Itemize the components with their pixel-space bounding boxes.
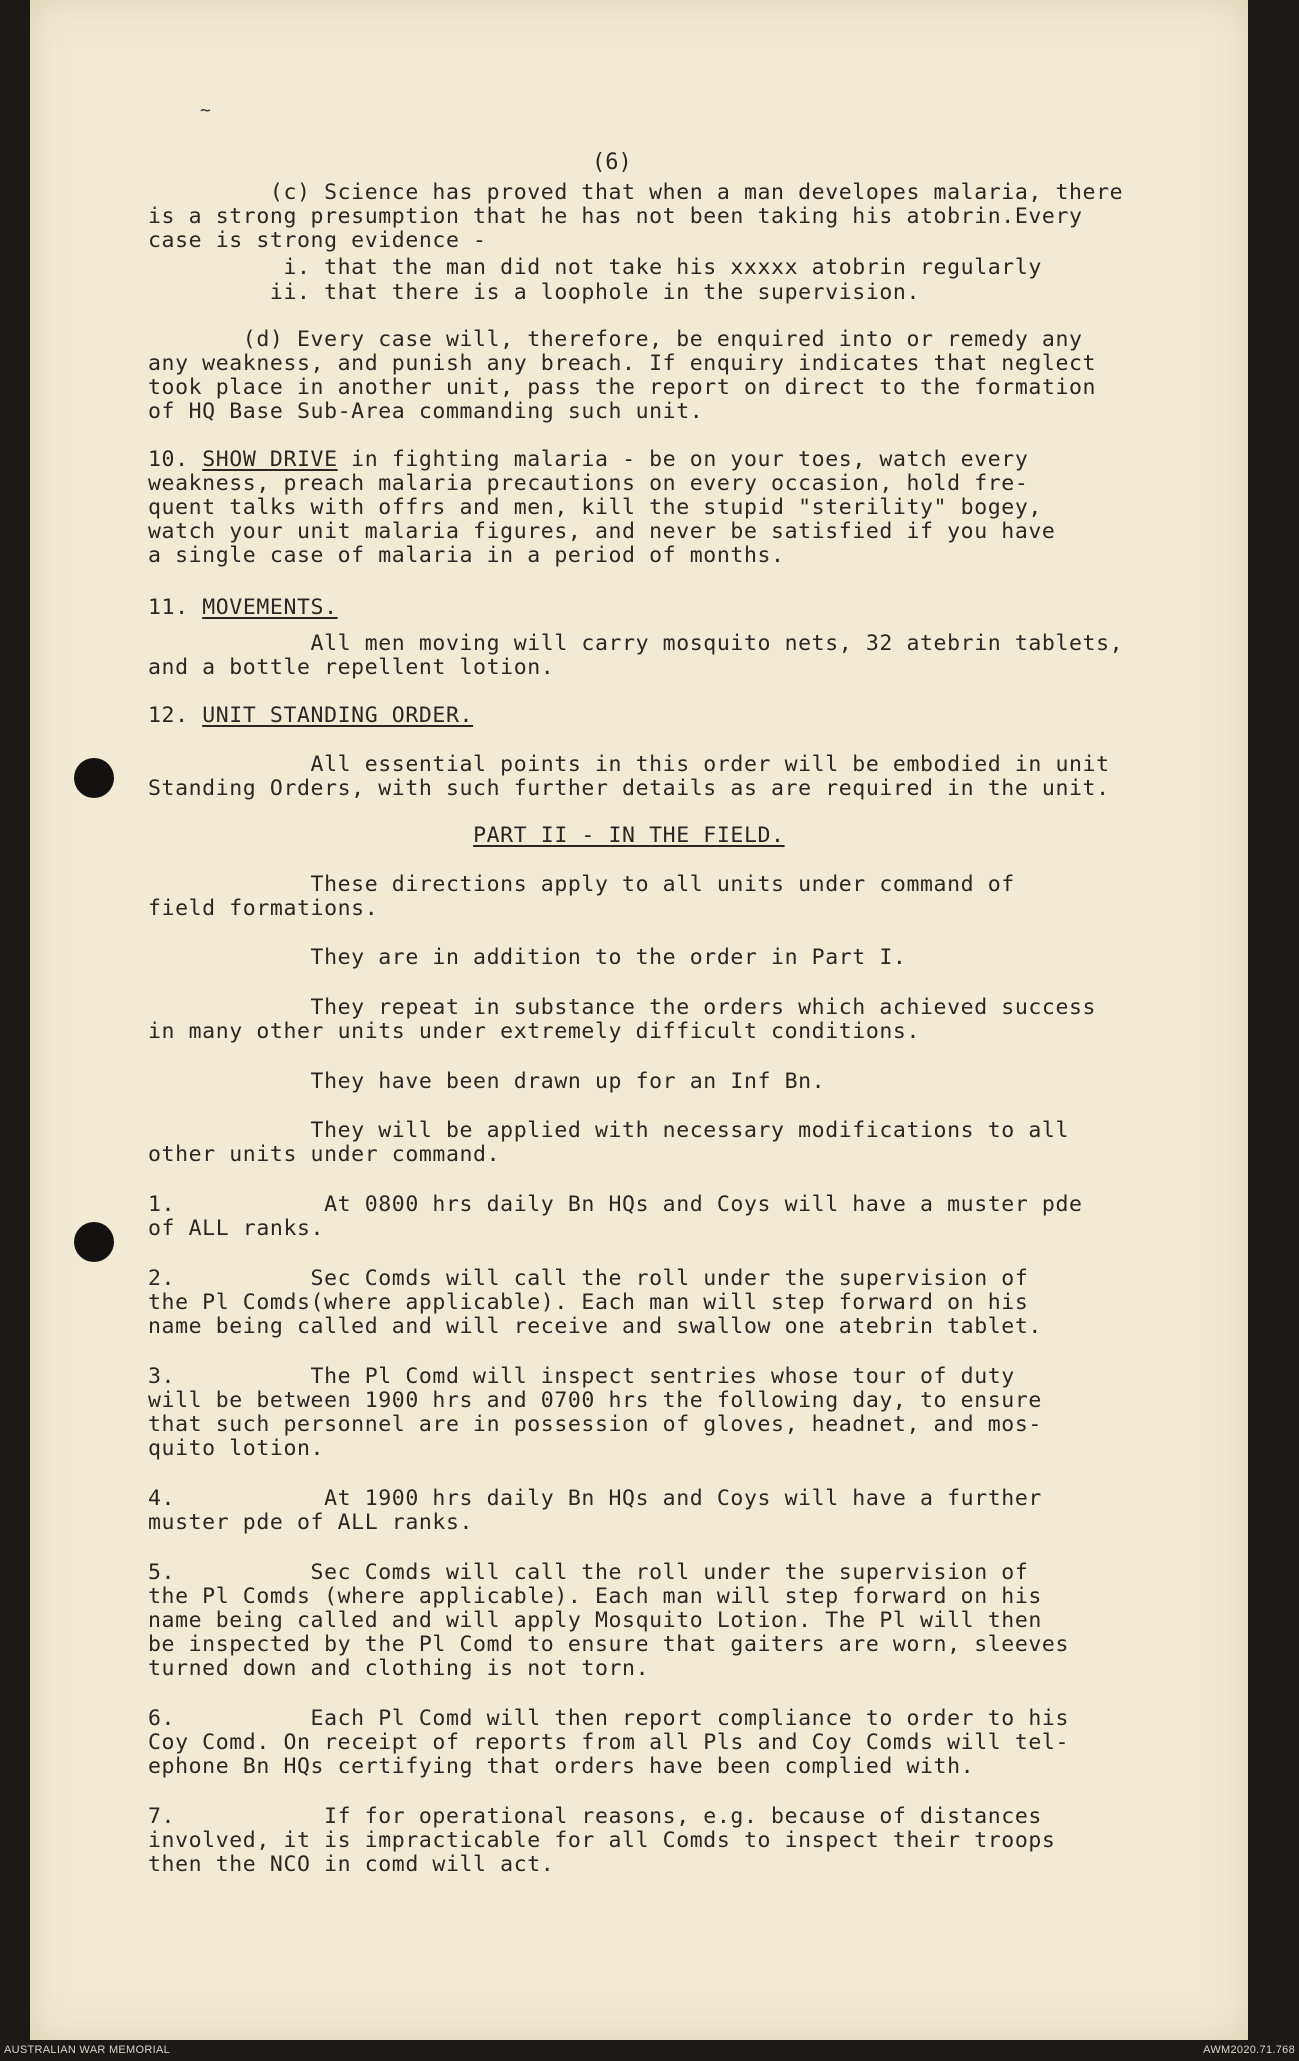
- text-line: i. that the man did not take his xxxxx atobrin regularly: [148, 255, 1042, 280]
- text-line: other units under command.: [148, 1142, 501, 1167]
- footer-right: AWM2020.71.768: [1203, 2044, 1295, 2056]
- text-line: involved, it is impracticable for all Comds to inspect their troops: [148, 1828, 1056, 1853]
- text-line: 4. At 1900 hrs daily Bn HQs and Coys will have a further: [148, 1486, 1042, 1511]
- text-line: case is strong evidence -: [148, 228, 487, 253]
- text-line: 10. SHOW DRIVE in fighting malaria - be on your toes, watch every: [148, 447, 1029, 472]
- text-line: weakness, preach malaria precautions on every occasion, hold fre-: [148, 471, 1029, 496]
- text-line: quito lotion.: [148, 1436, 325, 1461]
- text-line: (d) Every case will, therefore, be enquired into or remedy any: [148, 327, 1083, 352]
- page-number: (6): [592, 150, 632, 175]
- text-line: will be between 1900 hrs and 0700 hrs the following day, to ensure: [148, 1388, 1042, 1413]
- text-line: 7. If for operational reasons, e.g. because of distances: [148, 1804, 1042, 1829]
- text-line: a single case of malaria in a period of months.: [148, 543, 785, 568]
- underlined-heading: SHOW DRIVE: [202, 447, 338, 472]
- text-line: field formations.: [148, 896, 379, 921]
- text-line: then the NCO in comd will act.: [148, 1852, 555, 1877]
- text-line: took place in another unit, pass the report on direct to the formation: [148, 375, 1097, 400]
- text-line: All men moving will carry mosquito nets, 32 atebrin tablets,: [148, 631, 1124, 656]
- text-line: 5. Sec Comds will call the roll under the supervision of: [148, 1560, 1029, 1585]
- footer-left: AUSTRALIAN WAR MEMORIAL: [4, 2044, 171, 2056]
- text-line: 6. Each Pl Comd will then report compliance to order to his: [148, 1706, 1069, 1731]
- text-line: that such personnel are in possession of gloves, headnet, and mos-: [148, 1412, 1042, 1437]
- text-line: (c) Science has proved that when a man developes malaria, there: [148, 180, 1124, 205]
- text-line: ii. that there is a loophole in the supervision.: [148, 280, 921, 305]
- underlined-heading: MOVEMENTS.: [202, 595, 338, 620]
- text-line: [148, 824, 785, 849]
- text-line: They have been drawn up for an Inf Bn.: [148, 1069, 826, 1094]
- text-line: These directions apply to all units under command of: [148, 872, 1015, 897]
- text-line: Standing Orders, with such further details as are required in the unit.: [148, 776, 1110, 801]
- text-line: They will be applied with necessary modifications to all: [148, 1118, 1069, 1143]
- text-line: be inspected by the Pl Comd to ensure that gaiters are worn, sleeves: [148, 1632, 1069, 1657]
- text-line: in many other units under extremely difficult conditions.: [148, 1019, 921, 1044]
- text-line: and a bottle repellent lotion.: [148, 655, 555, 680]
- punch-hole-bottom: [74, 1222, 114, 1262]
- text-line: muster pde of ALL ranks.: [148, 1510, 474, 1535]
- text-line: of ALL ranks.: [148, 1216, 325, 1241]
- underlined-heading: PART II - IN THE FIELD.: [473, 823, 785, 848]
- text-line: the Pl Comds(where applicable). Each man will step forward on his: [148, 1290, 1029, 1315]
- text-line: quent talks with offrs and men, kill the stupid "sterility" bogey,: [148, 495, 1042, 520]
- text-line: of HQ Base Sub-Area commanding such unit.: [148, 399, 704, 424]
- text-line: All essential points in this order will be embodied in unit: [148, 752, 1110, 777]
- text-line: 2. Sec Comds will call the roll under the supervision of: [148, 1266, 1029, 1291]
- text-line: 12. UNIT STANDING ORDER.: [148, 703, 474, 728]
- text-line: any weakness, and punish any breach. If enquiry indicates that neglect: [148, 351, 1097, 376]
- pencil-mark: ~: [200, 100, 211, 121]
- text-line: ephone Bn HQs certifying that orders have been complied with.: [148, 1754, 975, 1779]
- text-line: They repeat in substance the orders which achieved success: [148, 995, 1097, 1020]
- text-line: They are in addition to the order in Part I.: [148, 945, 907, 970]
- text-line: name being called and will apply Mosquito Lotion. The Pl will then: [148, 1608, 1042, 1633]
- text-line: Coy Comd. On receipt of reports from all Pls and Coy Comds will tel-: [148, 1730, 1069, 1755]
- text-line: name being called and will receive and swallow one atebrin tablet.: [148, 1314, 1042, 1339]
- text-line: turned down and clothing is not torn.: [148, 1656, 650, 1681]
- text-line: watch your unit malaria figures, and never be satisfied if you have: [148, 519, 1056, 544]
- text-line: 11. MOVEMENTS.: [148, 595, 338, 620]
- punch-hole-top: [74, 758, 114, 798]
- text-line: is a strong presumption that he has not been taking his atobrin.Every: [148, 204, 1083, 229]
- document-page: [30, 0, 1248, 2040]
- text-line: 3. The Pl Comd will inspect sentries whose tour of duty: [148, 1364, 1015, 1389]
- underlined-heading: UNIT STANDING ORDER.: [202, 703, 474, 728]
- text-line: 1. At 0800 hrs daily Bn HQs and Coys will have a muster pde: [148, 1192, 1083, 1217]
- text-line: the Pl Comds (where applicable). Each man will step forward on his: [148, 1584, 1042, 1609]
